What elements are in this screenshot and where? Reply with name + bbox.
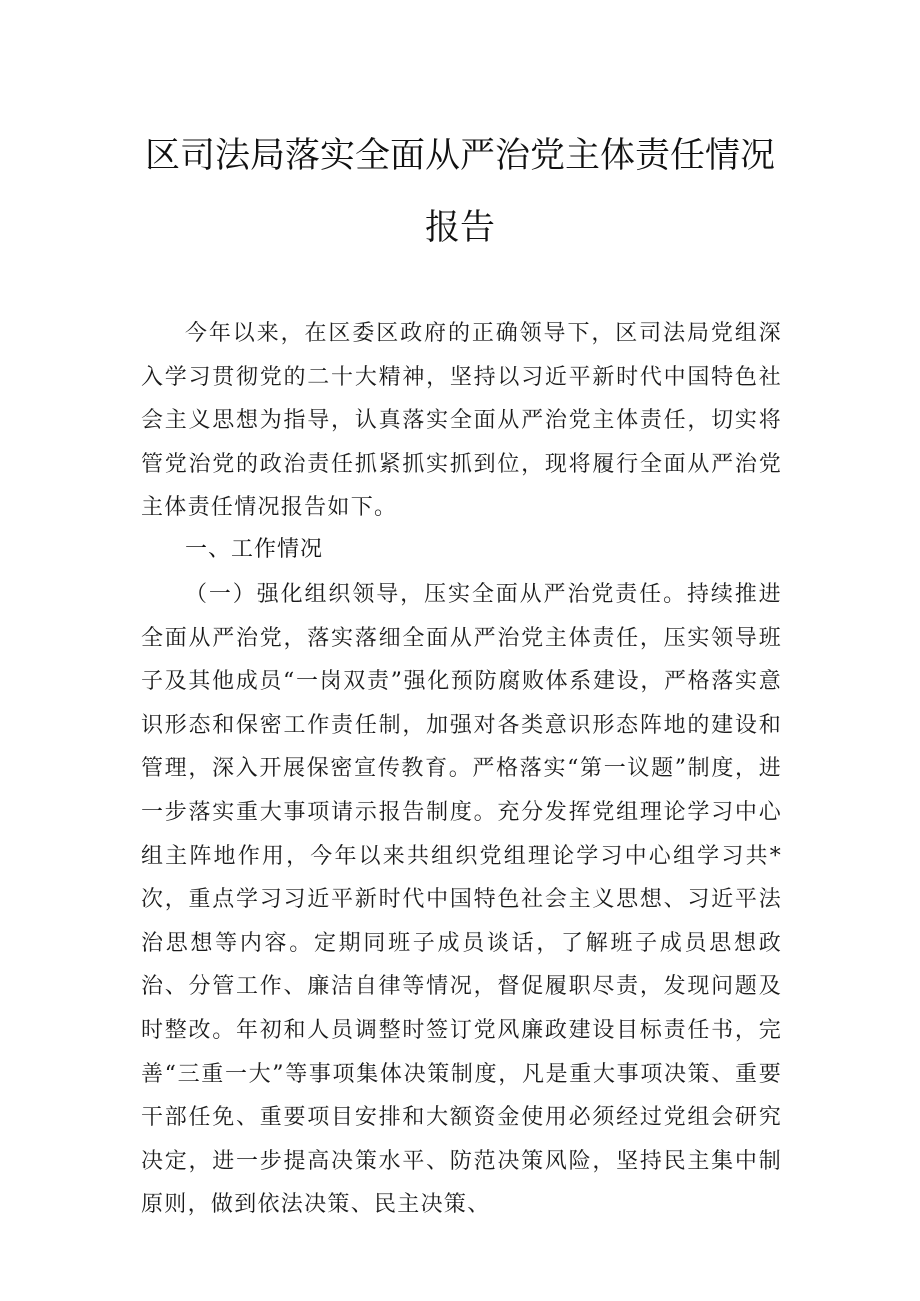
intro-paragraph: 今年以来，在区委区政府的正确领导下，区司法局党组深入学习贯彻党的二十大精神，坚持以习近平新时代中国特色社会主义思想为指导，认真落实全面从严治党主体责任，切实将管党治党的政治责任抓紧抓实抓到位，现将履行全面从严治党主体责任情况报告如下。 [141,321,782,521]
document-title-line-2: 报告 [424,208,495,248]
section-heading-work-situation: 一、工作情况 [185,537,324,562]
section-1-paragraph-1: （一）强化组织领导，压实全面从严治党责任。持续推进全面从严治党，落实落细全面从严治党主体责任，压实领导班子及其他成员“一岗双责”强化预防腐败体系建设，严格落实意识形态和保密工作责任制，加强对各类意识形态阵地的建设和管理，深入开展保密宣传教育。严格落实“第一议题”制度，进一步落实重大事项请示报告制度。充分发挥党组理论学习中心组主阵地作用，今年以来共组织党组理论学习中心组学习共*次，重点学习习近平新时代中国特色社会主义思想、习近平法治思想等内容。定期同班子成员谈话，了解班子成员思想政治、分管工作、廉洁自律等情况，督促履职尽责，发现问题及时整改。年初和人员调整时签订党风廉政建设目标责任书，完善“三重一大”等事项集体决策制度，凡是重大事项决策、重要干部任免、重要项目安排和大额资金使用必须经过党组会研究决定，进一步提高决策水平、防范决策风险，坚持民主集中制原则，做到依法决策、民主决策、 [141,582,782,1218]
document-title-line-1: 区司法局落实全面从严治党主体责任情况 [144,136,775,176]
